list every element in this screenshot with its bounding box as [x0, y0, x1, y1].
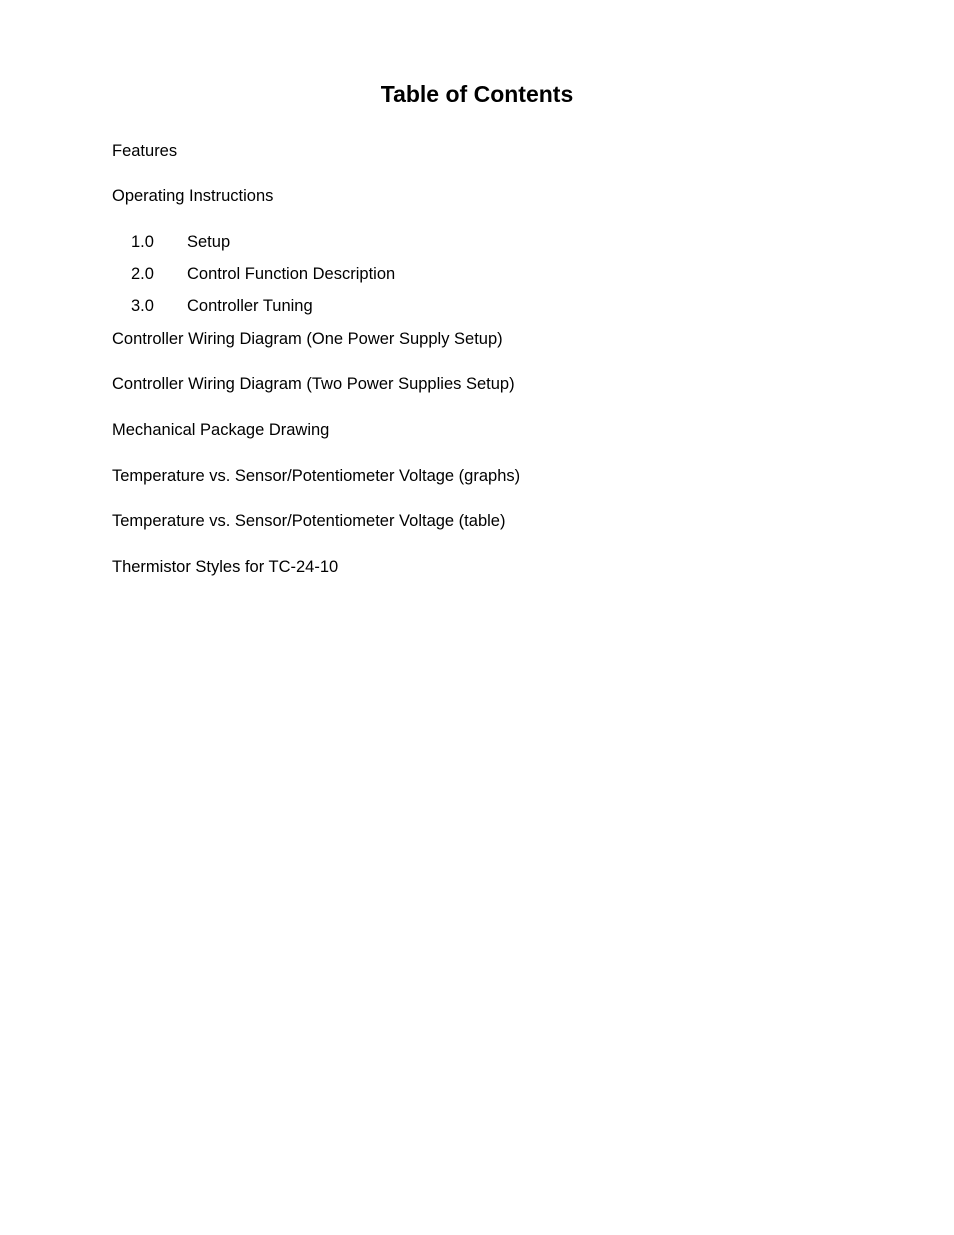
- toc-sub-entry-control-function: [131, 263, 395, 285]
- toc-sub-entry-label: Control Function Description: [187, 265, 396, 283]
- toc-entry-operating-instructions: Operating Instructions: [112, 187, 274, 205]
- page-title: Table of Contents: [380, 81, 574, 107]
- toc-sub-entry-setup: [131, 231, 230, 253]
- toc-sub-entry-number: 3.0: [131, 297, 154, 315]
- toc-entry-temperature-table: Temperature vs. Sensor/Potentiometer Voltage (table): [112, 512, 506, 530]
- toc-sub-entry-number: 2.0: [131, 265, 154, 283]
- toc-entry-thermistor-styles: Thermistor Styles for TC-24-10: [112, 558, 339, 576]
- toc-entry-wiring-one-supply: Controller Wiring Diagram (One Power Supply Setup): [112, 330, 503, 348]
- toc-entry-features: Features: [112, 142, 178, 160]
- toc-entry-wiring-two-supplies: Controller Wiring Diagram (Two Power Supplies Setup): [112, 375, 515, 393]
- toc-sub-entry-controller-tuning: [131, 295, 313, 317]
- toc-sub-entry-label: Controller Tuning: [187, 297, 313, 315]
- toc-entry-temperature-graphs: Temperature vs. Sensor/Potentiometer Voltage (graphs): [112, 467, 521, 485]
- toc-sub-entry-number: 1.0: [131, 233, 154, 251]
- toc-entry-mechanical-drawing: Mechanical Package Drawing: [112, 421, 330, 439]
- toc-sub-entry-label: Setup: [187, 233, 231, 251]
